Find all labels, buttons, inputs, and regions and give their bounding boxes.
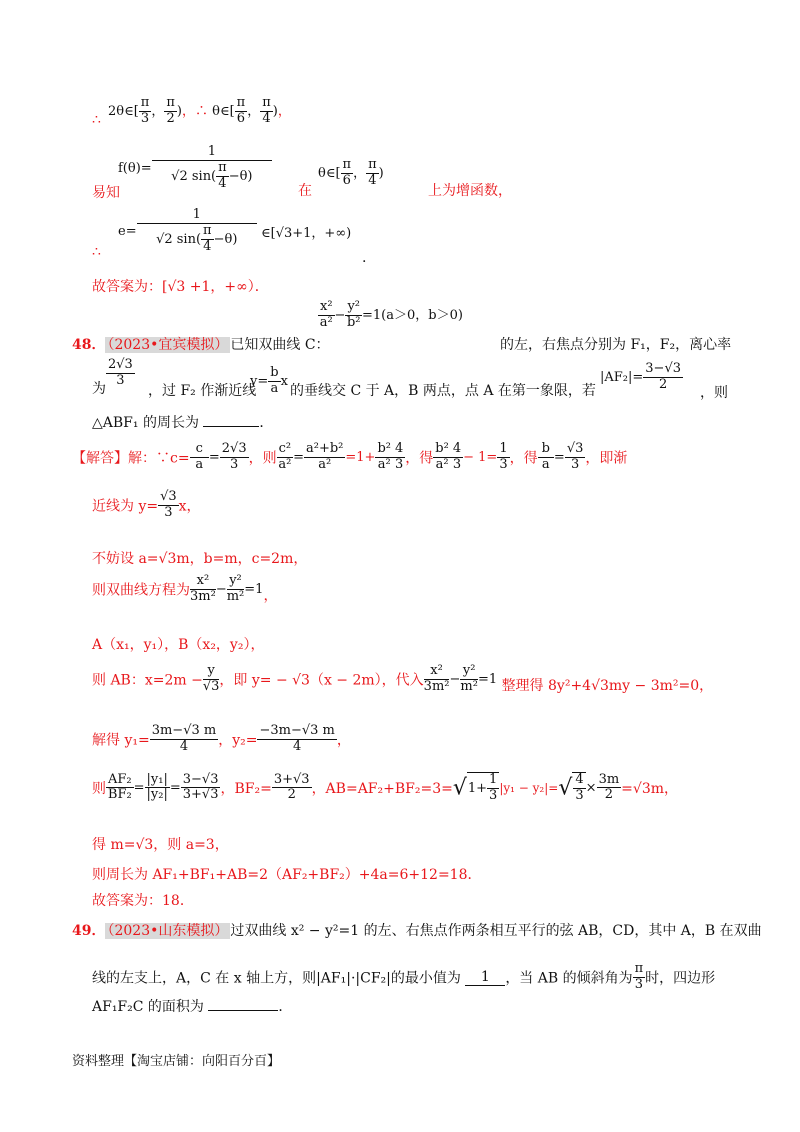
fraction (216, 161, 229, 192)
text: ， (263, 587, 278, 604)
text (468, 773, 499, 804)
solution-line-5: A（x₁，y₁），B（x₂，y₂）， (92, 637, 265, 653)
denominator: 4 (179, 738, 189, 754)
solution-label: 【解答】 (72, 450, 128, 467)
denominator: 2 (166, 110, 175, 126)
text: ． (278, 999, 293, 1015)
sqrt-sign: √ (452, 775, 467, 801)
wei: 为 (92, 381, 106, 397)
denominator: BF₂ (107, 787, 132, 803)
denominator: a (541, 456, 550, 472)
fraction (137, 208, 257, 255)
numerator: y² (347, 299, 361, 314)
numerator: √3 (566, 441, 584, 456)
solution-line-10: 则周长为 AF₁+BF₁+AB=2（AF₂+BF₂）+4a=6+12=18． (92, 867, 482, 883)
text: =1 (477, 671, 498, 687)
question-48-text: ，则 (700, 385, 728, 401)
fraction (190, 442, 209, 473)
text: 则 (92, 780, 106, 797)
numerator: b² (435, 441, 449, 456)
numerator: π (342, 157, 352, 172)
text: 解得 y₁= (92, 732, 150, 749)
text: = (293, 449, 304, 465)
denominator: 3 (489, 787, 498, 803)
numerator: 1 (152, 145, 272, 161)
denominator: 3 (140, 110, 150, 126)
denominator: 3 (452, 456, 462, 472)
solution-line-9: 得 m=√3，则 a=3， (92, 837, 229, 853)
numerator: c² (278, 441, 292, 456)
text: 1+ (467, 780, 488, 796)
denominator: 6 (236, 110, 246, 126)
numerator: −3m−√3 m (259, 723, 335, 738)
text: = (169, 780, 181, 796)
text: ， (247, 103, 261, 119)
solution-line-1 (72, 442, 627, 473)
source-badge: （2023•宜宾模拟） (107, 337, 229, 353)
text: =1+ (345, 449, 376, 465)
fraction (164, 96, 177, 127)
solution-line-3: 不妨设 a=√3m，b=m，c=2m， (92, 551, 308, 567)
numerator: π (166, 95, 175, 110)
text: ， (336, 732, 351, 749)
fraction (152, 145, 272, 192)
numerator: π (140, 95, 150, 110)
numerator: x² (424, 664, 450, 680)
text: θ∈[ (318, 165, 341, 181)
numerator: π (368, 157, 377, 172)
fraction (158, 490, 179, 521)
solution-line-11: 故答案为：18． (92, 893, 194, 909)
denominator: a² (318, 456, 332, 472)
sqrt-sign: √ (558, 775, 573, 801)
fraction (393, 442, 405, 473)
denominator: a² (319, 314, 333, 330)
denominator: 3 (634, 976, 644, 992)
numerator: 3−√3 (645, 361, 681, 376)
text: − (449, 671, 461, 687)
denominator: 3 (116, 372, 125, 388)
fraction (181, 773, 221, 804)
text: e= (118, 223, 137, 239)
fraction (451, 442, 463, 473)
text: x (280, 373, 288, 389)
text: ． (259, 415, 274, 431)
numerator: π (218, 159, 227, 175)
answer-blank (203, 426, 259, 427)
text: ，即渐 (585, 450, 628, 467)
text: ) (272, 103, 278, 119)
fraction (572, 772, 585, 804)
text: AF₁F₂C 的面积为 (92, 999, 204, 1015)
denominator: 3 (230, 456, 239, 472)
denominator: 4 (203, 238, 212, 254)
text: ，∴ (181, 103, 208, 119)
text: √2 sin( (171, 168, 217, 184)
af2-formula (600, 362, 683, 393)
numerator: 3m−√3 m (151, 723, 217, 738)
text: 整理得 8y²+4√3my − 3m²=0， (501, 677, 714, 694)
e-formula (118, 208, 351, 255)
period: . (362, 250, 367, 266)
sqrt-content (467, 772, 499, 804)
numerator: x² (320, 299, 333, 314)
text: ) (176, 103, 182, 119)
numerator: 3+√3 (273, 771, 310, 787)
text: 已知双曲线 C： (230, 337, 330, 353)
fraction (433, 442, 451, 473)
numerator: b (538, 442, 554, 458)
therefore-symbol: ∴ (92, 244, 101, 260)
fraction (597, 773, 622, 804)
question-number: 48． (72, 337, 106, 353)
denominator: 3+√3 (182, 787, 219, 803)
fraction (366, 158, 379, 189)
denominator: √3 (202, 678, 220, 694)
numerator: a²+b² (306, 441, 344, 456)
footer-text: 资料整理【淘宝店铺：向阳百分百】 (72, 1054, 281, 1069)
question-49-header (72, 920, 762, 940)
text: ，AB=AF₂+BF₂=3= (311, 780, 453, 797)
zai: 在 (298, 183, 312, 199)
text: √3 +1，+∞）． (167, 279, 269, 295)
text: 解：∵c= (128, 450, 190, 467)
fraction (190, 574, 216, 605)
text: ，BF₂= (220, 780, 272, 797)
text: −θ) (213, 231, 238, 247)
denominator: 3m² (423, 678, 450, 694)
answer-line (92, 276, 269, 296)
denominator: a² (435, 456, 449, 472)
fraction (260, 96, 273, 127)
text: ，得 (405, 450, 434, 467)
f-theta-formula (118, 145, 272, 192)
text: − (215, 581, 227, 597)
text: = (208, 449, 220, 465)
text: − (334, 307, 346, 323)
text: y= (250, 373, 269, 389)
fraction (150, 724, 219, 755)
numerator: √3 (160, 489, 177, 504)
fraction (268, 366, 280, 397)
hyperbola-equation (318, 300, 463, 331)
text: 近线为 y= (92, 498, 159, 515)
solution-line-6 (92, 664, 713, 695)
numerator: x² (190, 574, 216, 590)
numerator: y² (460, 664, 478, 680)
numerator: 1 (137, 208, 257, 224)
denominator: 2 (287, 787, 296, 803)
text: f(θ)= (118, 160, 152, 176)
text: ， (277, 103, 291, 119)
numerator: |y₁| (146, 771, 168, 787)
solution-line-2 (92, 490, 201, 521)
text: 则 AB：x=2m − (92, 672, 203, 689)
eccentricity-fraction (106, 358, 135, 389)
fraction (272, 773, 312, 804)
text: |y₁ − y₂|= (499, 780, 559, 795)
question-48-text (92, 412, 273, 432)
answer-blank: 1 (465, 969, 505, 986)
denominator: 3 (395, 456, 404, 472)
answer-blank (208, 1010, 278, 1011)
fraction (106, 358, 135, 389)
fraction (565, 442, 586, 473)
denominator: b² (346, 314, 361, 330)
numerator: π (203, 222, 212, 238)
solution-line-8 (92, 772, 678, 804)
denominator: 3 (575, 787, 584, 803)
numerator: π (236, 95, 246, 110)
text: |AF₂|= (600, 369, 644, 385)
fraction (538, 442, 554, 473)
text: ∈[√3+1，+∞) (261, 225, 352, 241)
fraction (318, 300, 335, 331)
source-badge: （2023•山东模拟） (107, 923, 229, 939)
fraction (203, 664, 220, 695)
question-48-header (72, 334, 330, 354)
text: = (133, 780, 145, 796)
denominator: 3 (164, 504, 173, 520)
fraction (633, 962, 646, 993)
interval-2theta (108, 96, 291, 127)
question-48-text: 的垂线交 C 于 A，B 两点，点 A 在第一象限，若 (290, 383, 596, 399)
numerator: 3−√3 (182, 771, 219, 787)
text: =1(a＞0，b＞0) (362, 307, 463, 323)
question-49-line-3 (92, 996, 292, 1016)
denominator: 3m² (190, 588, 216, 604)
denominator: 4 (218, 175, 227, 191)
fraction (487, 773, 499, 804)
numerator: π (634, 961, 644, 976)
denominator: a (195, 456, 204, 472)
text: ，y₂= (218, 732, 258, 749)
question-49-line-2 (92, 962, 715, 993)
denominator: a² (278, 456, 292, 472)
text: × (585, 780, 597, 796)
fraction (227, 574, 245, 605)
fraction (235, 96, 248, 127)
interval-theta (318, 158, 384, 189)
denominator (152, 161, 272, 192)
numerator: 1 (499, 441, 508, 456)
text: =√3m， (621, 780, 679, 797)
text: ，当 AB 的倾斜角为 (505, 970, 633, 987)
therefore-symbol: ∴ (92, 112, 101, 128)
fraction (201, 224, 214, 255)
text: x， (178, 498, 201, 515)
question-48-text: ，过 F₂ 作渐近线 (148, 383, 257, 399)
fraction (106, 773, 134, 804)
fraction (375, 442, 393, 473)
denominator: 2 (604, 787, 613, 803)
denominator: 2 (659, 376, 668, 392)
fraction (460, 664, 478, 695)
numerator: 4 (575, 772, 584, 787)
numerator: 3m (598, 771, 620, 787)
denominator: |y₂| (146, 787, 168, 803)
question-number: 49． (72, 923, 106, 939)
numerator: b² (377, 441, 391, 456)
fraction (139, 96, 152, 127)
denominator: 4 (293, 738, 302, 754)
numerator: y (203, 664, 220, 680)
numerator: c (190, 442, 209, 458)
denominator: m² (226, 588, 245, 604)
solution-line-4 (92, 574, 277, 605)
numerator: y² (227, 574, 245, 590)
text: 则双曲线方程为 (92, 582, 190, 599)
fraction (497, 442, 509, 473)
text: 故答案为：[ (92, 279, 168, 295)
text: =1 (244, 581, 264, 597)
increasing-text: 上为增函数， (428, 183, 512, 199)
text: 线的左支上，A，C 在 x 轴上方，则|AF₁|·|CF₂|的最小值为 (92, 970, 461, 987)
fraction (643, 362, 683, 393)
denominator: a² (377, 456, 391, 472)
text: = (553, 449, 565, 465)
fraction (277, 442, 294, 473)
numerator: AF₂ (108, 771, 132, 787)
text: − 1= (463, 449, 498, 465)
denominator: 4 (262, 110, 271, 126)
denominator (137, 224, 257, 255)
denominator: 6 (342, 172, 351, 188)
fraction (145, 773, 170, 804)
fraction (257, 724, 336, 755)
numerator: π (262, 95, 271, 110)
denominator: 3 (499, 456, 508, 472)
denominator: m² (460, 678, 478, 694)
text: ， (151, 103, 165, 119)
fraction (424, 664, 450, 695)
text: θ∈[ (212, 103, 235, 119)
text: 过双曲线 x² − y²=1 的左、右焦点作两条相互平行的弦 AB，CD，其中 A，B 在双曲 (230, 923, 762, 939)
numerator: 2√3 (108, 357, 133, 372)
text: ) (378, 165, 384, 181)
text: ，则 (248, 450, 277, 467)
fraction (304, 442, 345, 473)
text: ，得 (509, 450, 538, 467)
numerator: 4 (452, 441, 462, 456)
text: △ABF₁ 的周长为 (92, 415, 199, 431)
denominator: 4 (368, 172, 377, 188)
text: √2 sin( (156, 231, 202, 247)
yizhi: 易知 (92, 185, 120, 201)
text: 时，四边形 (645, 970, 716, 987)
fraction (341, 158, 354, 189)
asymptote-formula (250, 366, 288, 397)
numerator: b (270, 365, 279, 380)
numerator: 1 (489, 772, 498, 787)
denominator: 3 (570, 456, 580, 472)
denominator: a (270, 380, 279, 396)
numerator: 4 (395, 441, 404, 456)
solution-line-7 (92, 724, 351, 755)
text: −θ) (228, 168, 253, 184)
text: 2θ∈[ (108, 103, 139, 119)
text: ，即 y= − √3（x − 2m），代入 (219, 672, 424, 689)
numerator: 2√3 (221, 441, 247, 456)
fraction (345, 300, 362, 331)
question-48-text: 的左，右焦点分别为 F₁，F₂，离心率 (500, 337, 732, 353)
text: ， (353, 165, 367, 181)
fraction (220, 442, 249, 473)
